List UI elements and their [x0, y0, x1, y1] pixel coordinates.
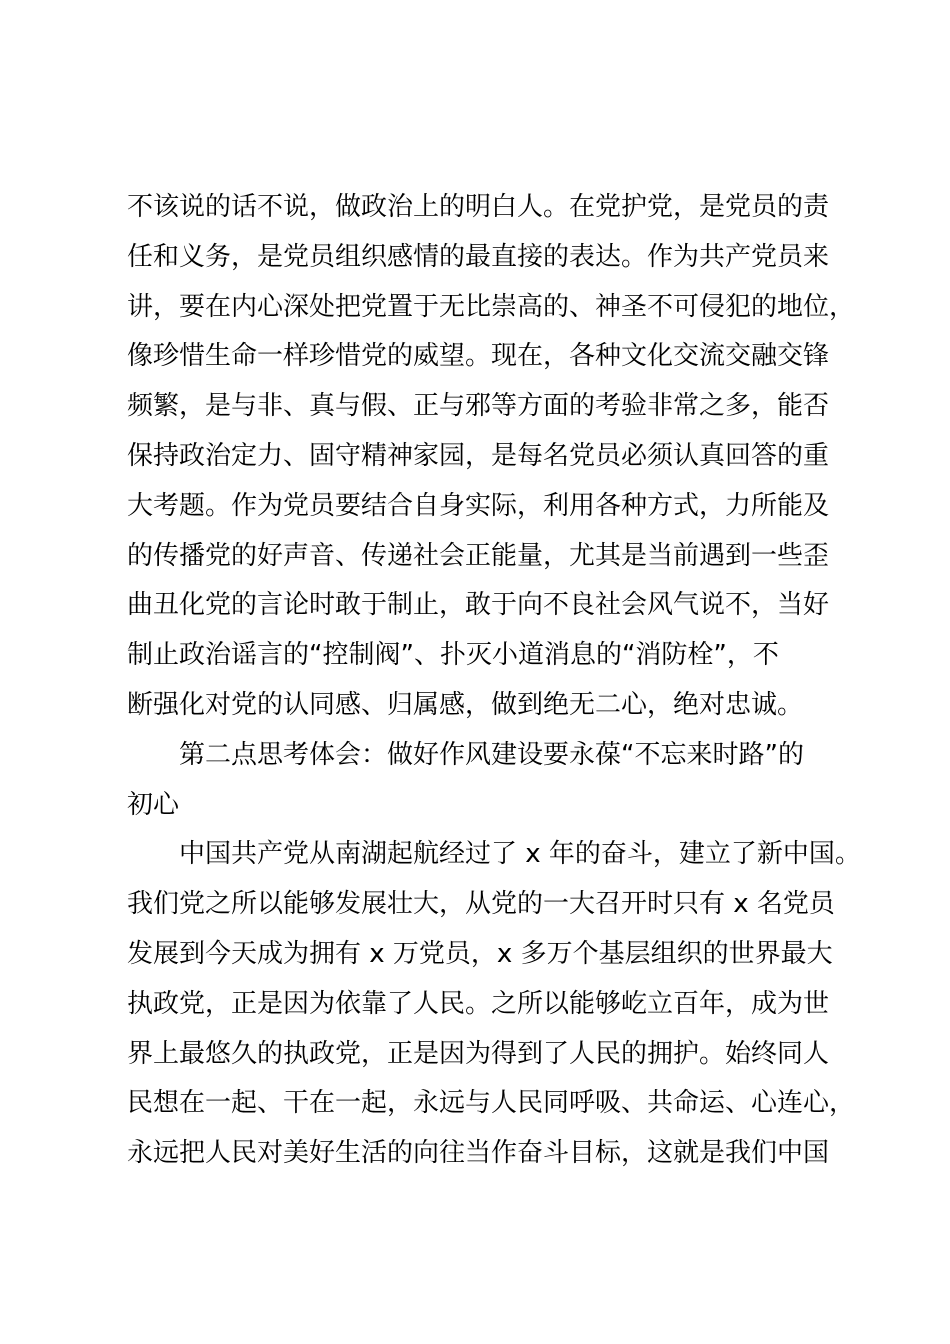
text-line: 频繁，是与非、真与假、正与邪等方面的考验非常之多，能否	[127, 391, 830, 422]
text-line: 断强化对党的认同感、归属感，做到绝无二心，绝对忠诚。	[127, 689, 804, 720]
text-line: 发展到今天成为拥有 x 万党员，x 多万个基层组织的世界最大	[127, 938, 833, 969]
text-line: 像珍惜生命一样珍惜党的威望。现在，各种文化交流交融交锋	[127, 341, 830, 372]
text-line: 制止政治谣言的“控制阀”、扑灭小道消息的“消防栓”，不	[127, 640, 779, 671]
text-line: 保持政治定力、固守精神家园，是每名党员必须认真回答的重	[127, 440, 830, 471]
text-line: 民想在一起、干在一起，永远与人民同呼吸、共命运、心连心，	[127, 1088, 856, 1119]
text-line: 界上最悠久的执政党，正是因为得到了人民的拥护。始终同人	[127, 1038, 830, 1069]
text-line: 我们党之所以能够发展壮大，从党的一大召开时只有 x 名党员	[127, 889, 835, 920]
text-line: 执政党，正是因为依靠了人民。之所以能够屹立百年，成为世	[127, 988, 830, 1019]
text-line: 永远把人民对美好生活的向往当作奋斗目标，这就是我们中国	[127, 1138, 830, 1169]
text-line: 的传播党的好声音、传递社会正能量，尤其是当前遇到一些歪	[127, 540, 830, 571]
text-line: 大考题。作为党员要结合自身实际，利用各种方式，力所能及	[127, 490, 830, 521]
text-line: 曲丑化党的言论时敢于制止，敢于向不良社会风气说不，当好	[127, 590, 830, 621]
text-line: 第二点思考体会：做好作风建设要永葆“不忘来时路”的	[179, 739, 804, 770]
text-line: 中国共产党从南湖起航经过了 x 年的奋斗，建立了新中国。	[179, 839, 861, 870]
body-text	[127, 183, 867, 1179]
text-line: 任和义务，是党员组织感情的最直接的表达。作为共产党员来	[127, 241, 830, 272]
text-line: 初心	[127, 789, 180, 820]
text-line: 讲，要在内心深处把党置于无比崇高的、神圣不可侵犯的地位，	[127, 291, 856, 322]
text-line: 不该说的话不说，做政治上的明白人。在党护党，是党员的责	[127, 192, 830, 222]
